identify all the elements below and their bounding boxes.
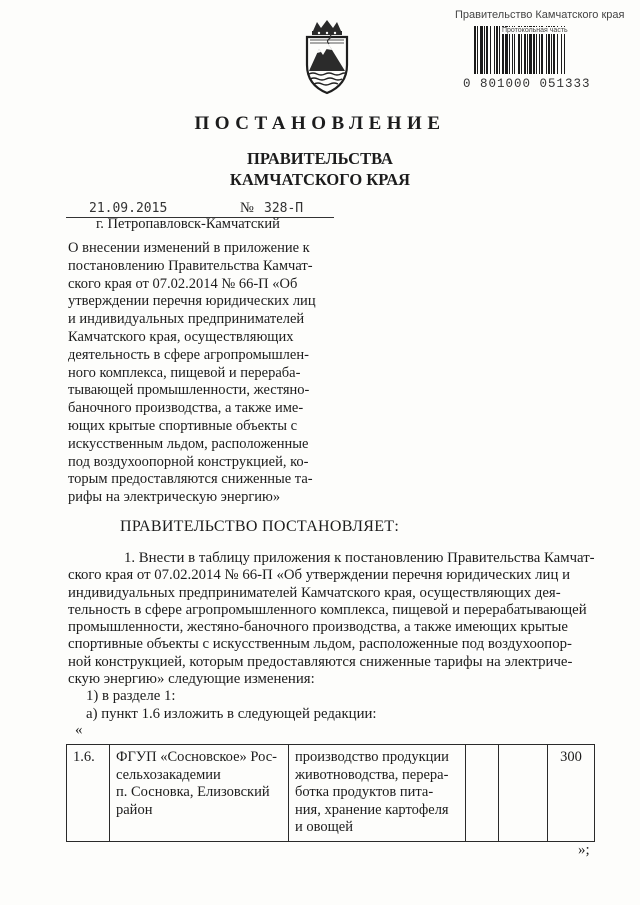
quote-close: »; [578, 842, 590, 858]
barcode-bar [494, 26, 495, 74]
registry-stamp-text: Правительство Камчатского края [455, 9, 625, 21]
activity-line: ния, хранение картофеля [295, 801, 449, 818]
barcode-bar [496, 26, 498, 74]
barcode-bar [480, 26, 483, 74]
table-cell-5 [499, 745, 548, 842]
number-sign: № [240, 200, 254, 216]
subject-line: ющих крытые спортивные объекты с [68, 417, 298, 434]
organization-line: сельхозакадемии [116, 766, 221, 783]
body-line: 1) в разделе 1: [86, 688, 176, 705]
body-line: спортивные объекты с искусственным льдом, расположенные под воздухоопор- [68, 636, 572, 653]
body-line: ского края от 07.02.2014 № 66-П «Об утверждении перечня юридических лиц и [68, 567, 571, 584]
barcode-number: 0 801000 051333 [463, 77, 591, 91]
body-line: 1. Внести в таблицу приложения к постановлению Правительства Камчат- [124, 550, 595, 566]
barcode-bar [477, 26, 478, 74]
issuer-line-1: ПРАВИТЕЛЬСТВА [247, 149, 393, 168]
city: г. Петропавловск-Камчатский [96, 216, 280, 232]
organization-line: п. Сосновка, Елизовский [116, 784, 270, 800]
barcode-bar [484, 26, 485, 74]
organization-line: ФГУП «Сосновское» Рос- [116, 749, 278, 765]
activity-line: животноводства, перера- [295, 766, 449, 783]
body-line: промышленности, жестяно-баночного производства, а также имеющих крытые [68, 619, 568, 636]
body-line: ной конструкцией, которым предоставляются сниженные тарифы на электриче- [68, 653, 573, 670]
barcode-bar [490, 26, 491, 74]
body-line: а) пункт 1.6 изложить в следующей редакции: [86, 705, 377, 722]
organization-line: район [116, 801, 153, 818]
quote-open: « [75, 722, 83, 738]
subject-line: утверждении перечня юридических лиц [68, 293, 316, 310]
document-type-title: ПОСТАНОВЛЕНИЕ [194, 113, 446, 134]
row-number: 1.6. [67, 745, 110, 842]
amendment-table [66, 744, 595, 842]
body-line: скую энергию» следующие изменения: [68, 671, 315, 688]
kamchatka-crest-icon [299, 19, 355, 95]
decree-subject [68, 240, 332, 507]
tariff-value: 300 [548, 745, 595, 842]
barcode-bar [474, 26, 476, 74]
organization-cell [110, 745, 289, 842]
table-row [67, 745, 595, 842]
decree-body [68, 550, 604, 723]
activity-line: и овощей [295, 819, 353, 835]
activity-line: производство продукции [295, 749, 449, 765]
subject-line: ного комплекса, пищевой и перераба- [68, 364, 301, 381]
subject-line: рифы на электрическую энергию» [68, 489, 281, 506]
decree-number: 328-П [264, 201, 304, 216]
body-line: индивидуальных предпринимателей Камчатского края, осуществляющих дея- [68, 584, 561, 601]
subject-line: торым предоставляются сниженные та- [68, 471, 313, 488]
body-line: тельность в сфере агропромышленного комплекса, пищевой и перерабатывающей [68, 601, 587, 618]
subject-line: и индивидуальных предпринимателей [68, 311, 305, 328]
barcode-caption: Протокольная часть [502, 27, 568, 34]
decree-date: 21.09.2015 [89, 201, 168, 216]
subject-line: искусственным льдом, расположенные [68, 435, 309, 452]
subject-line: под воздухоопорной конструкцией, ко- [68, 453, 309, 470]
activity-line: ботка продуктов пита- [295, 784, 434, 800]
subject-line: О внесении изменений в приложение к [68, 240, 310, 256]
activity-cell [289, 745, 466, 842]
subject-line: постановлению Правительства Камчат- [68, 257, 313, 274]
subject-line: Камчатского края, осуществляющих [68, 328, 294, 345]
issuer-line-2: КАМЧАТСКОГО КРАЯ [229, 170, 411, 189]
subject-line: тывающей промышленности, жестяно- [68, 382, 310, 399]
subject-line: деятельность в сфере агропромышлен- [68, 346, 309, 363]
subject-line: баночного производства, а также име- [68, 400, 304, 417]
decree-heading: ПРАВИТЕЛЬСТВО ПОСТАНОВЛЯЕТ: [120, 518, 400, 535]
table-cell-4 [466, 745, 499, 842]
subject-line: ского края от 07.02.2014 № 66-П «Об [68, 275, 298, 292]
barcode-bar [486, 26, 488, 74]
